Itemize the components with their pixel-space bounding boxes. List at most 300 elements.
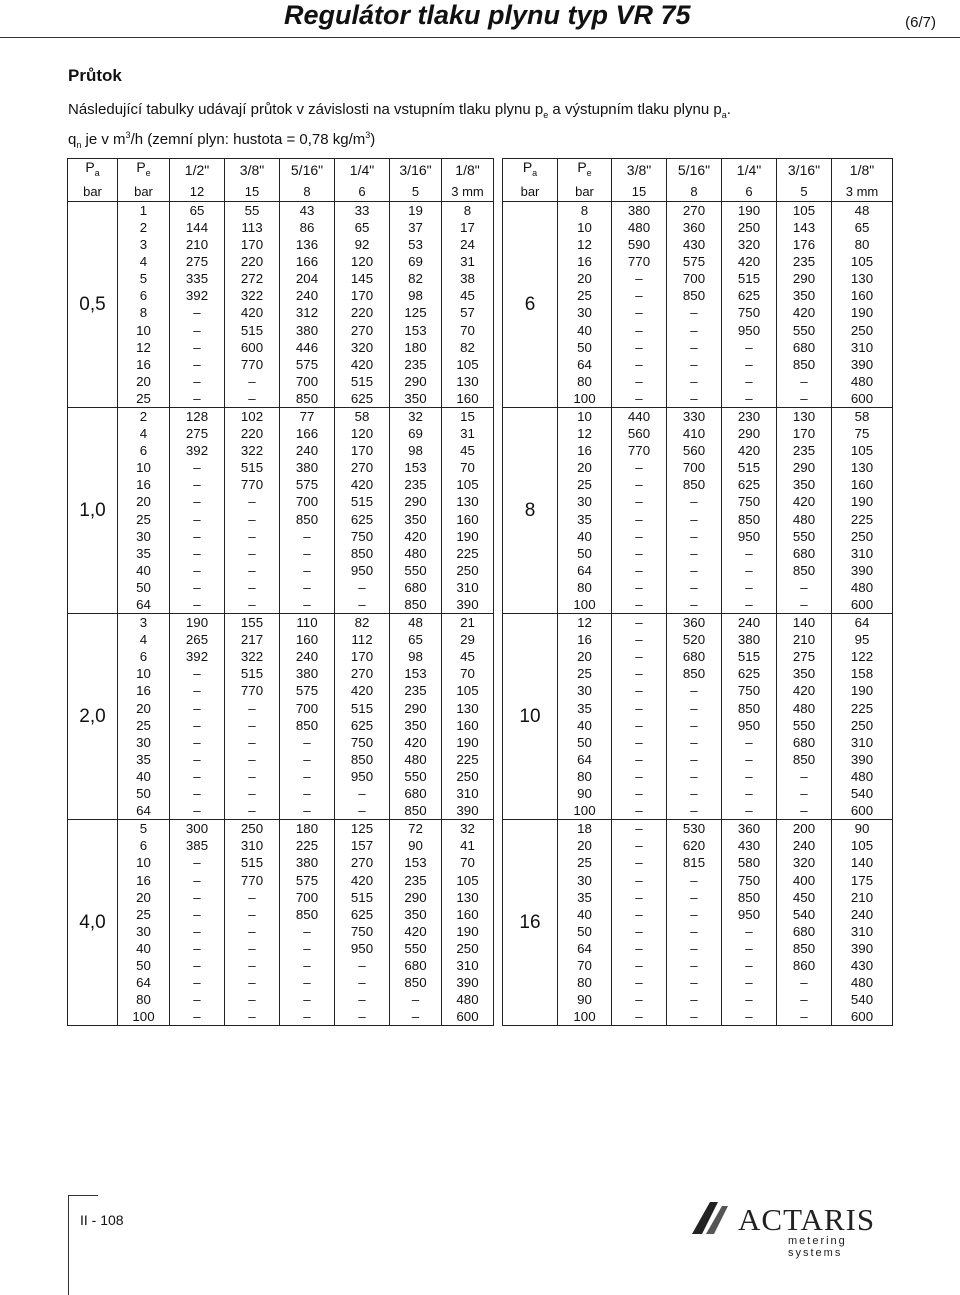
table-row bbox=[503, 1008, 893, 1026]
flow-value-cell: 750 bbox=[335, 923, 390, 940]
outlet-pressure-cell: 16 bbox=[558, 253, 612, 270]
flow-value-cell: 105 bbox=[442, 476, 494, 493]
page-header bbox=[0, 0, 960, 38]
flow-value-cell: 700 bbox=[667, 459, 722, 476]
outlet-pressure-cell: 2 bbox=[118, 407, 170, 425]
flow-value-cell: – bbox=[667, 889, 722, 906]
flow-value-cell: 390 bbox=[832, 562, 893, 579]
flow-value-cell: 550 bbox=[777, 321, 832, 338]
flow-value-cell: 480 bbox=[612, 219, 667, 236]
outlet-pressure-cell: 100 bbox=[558, 802, 612, 820]
table-row bbox=[503, 219, 893, 236]
flow-value-cell: 53 bbox=[390, 236, 442, 253]
flow-value-cell: – bbox=[335, 785, 390, 802]
flow-value-cell: 180 bbox=[390, 339, 442, 356]
flow-value-cell: – bbox=[667, 974, 722, 991]
table-row bbox=[503, 785, 893, 802]
flow-value-cell: – bbox=[170, 373, 225, 390]
table-row bbox=[68, 906, 494, 923]
flow-value-cell: 850 bbox=[280, 906, 335, 923]
flow-value-cell: 680 bbox=[777, 734, 832, 751]
outlet-pressure-cell: 40 bbox=[118, 562, 170, 579]
flow-value-cell: – bbox=[777, 991, 832, 1008]
outlet-pressure-cell: 30 bbox=[558, 304, 612, 321]
flow-value-cell: 170 bbox=[335, 287, 390, 304]
outlet-pressure-cell: 35 bbox=[558, 510, 612, 527]
table-row bbox=[503, 287, 893, 304]
flow-value-cell: 113 bbox=[225, 219, 280, 236]
table-row bbox=[503, 631, 893, 648]
flow-value-cell: 380 bbox=[612, 201, 667, 219]
flow-value-cell: 102 bbox=[225, 407, 280, 425]
section-heading: Průtok bbox=[68, 66, 122, 85]
flow-value-cell: 69 bbox=[390, 425, 442, 442]
flow-value-cell: 590 bbox=[612, 236, 667, 253]
flow-value-cell: 217 bbox=[225, 631, 280, 648]
flow-value-cell: – bbox=[390, 991, 442, 1008]
page-reference: II - 108 bbox=[80, 1212, 124, 1228]
flow-value-cell: – bbox=[225, 1008, 280, 1026]
flow-value-cell: – bbox=[335, 579, 390, 596]
flow-value-cell: 290 bbox=[390, 373, 442, 390]
table-row bbox=[503, 562, 893, 579]
flow-value-cell: 380 bbox=[280, 665, 335, 682]
flow-value-cell: – bbox=[225, 802, 280, 820]
flow-value-cell: 155 bbox=[225, 614, 280, 632]
flow-value-cell: – bbox=[612, 820, 667, 838]
flow-value-cell: 430 bbox=[667, 236, 722, 253]
nozzle-size-header: 5/16" bbox=[280, 159, 335, 182]
flow-value-cell: – bbox=[170, 785, 225, 802]
outlet-pressure-cell: 6 bbox=[118, 837, 170, 854]
flow-value-cell: 55 bbox=[225, 201, 280, 219]
outlet-pressure-cell: 8 bbox=[118, 304, 170, 321]
flow-value-cell: – bbox=[667, 493, 722, 510]
flow-value-cell: – bbox=[225, 717, 280, 734]
flow-value-cell: 420 bbox=[390, 734, 442, 751]
flow-value-cell: 950 bbox=[722, 906, 777, 923]
flow-value-cell: 92 bbox=[335, 236, 390, 253]
flow-value-cell: 390 bbox=[832, 940, 893, 957]
flow-value-cell: – bbox=[667, 1008, 722, 1026]
flow-value-cell: 105 bbox=[442, 871, 494, 888]
outlet-pressure-cell: 25 bbox=[118, 906, 170, 923]
flow-value-cell: – bbox=[335, 974, 390, 991]
header-rule bbox=[0, 37, 960, 38]
flow-value-cell: 210 bbox=[777, 631, 832, 648]
flow-value-cell: – bbox=[667, 579, 722, 596]
outlet-pressure-cell: 50 bbox=[118, 957, 170, 974]
outlet-pressure-cell: 16 bbox=[558, 631, 612, 648]
pe-unit: bar bbox=[558, 182, 612, 202]
outlet-pressure-cell: 4 bbox=[118, 631, 170, 648]
flow-value-cell: – bbox=[667, 304, 722, 321]
inlet-pressure-cell: 1,0 bbox=[68, 407, 118, 613]
flow-value-cell: 420 bbox=[777, 493, 832, 510]
flow-value-cell: 230 bbox=[722, 407, 777, 425]
flow-value-cell: 515 bbox=[225, 321, 280, 338]
flow-value-cell: 310 bbox=[442, 579, 494, 596]
flow-value-cell: 275 bbox=[170, 253, 225, 270]
flow-value-cell: 130 bbox=[442, 373, 494, 390]
flow-value-cell: 550 bbox=[777, 528, 832, 545]
flow-value-cell: – bbox=[170, 476, 225, 493]
flow-value-cell: 176 bbox=[777, 236, 832, 253]
flow-value-cell: 166 bbox=[280, 425, 335, 442]
flow-value-cell: 575 bbox=[280, 682, 335, 699]
table-row bbox=[68, 837, 494, 854]
table-row bbox=[68, 270, 494, 287]
flow-value-cell: – bbox=[335, 991, 390, 1008]
nozzle-size-header: 1/8" bbox=[832, 159, 893, 182]
flow-value-cell: 360 bbox=[722, 820, 777, 838]
flow-value-cell: – bbox=[722, 991, 777, 1008]
flow-value-cell: 15 bbox=[442, 407, 494, 425]
flow-value-cell: – bbox=[170, 991, 225, 1008]
flow-value-cell: 265 bbox=[170, 631, 225, 648]
flow-value-cell: 105 bbox=[832, 253, 893, 270]
table-row bbox=[68, 614, 494, 632]
flow-value-cell: – bbox=[170, 717, 225, 734]
table-row bbox=[503, 682, 893, 699]
flow-value-cell: – bbox=[612, 476, 667, 493]
outlet-pressure-cell: 50 bbox=[558, 734, 612, 751]
table-row bbox=[68, 991, 494, 1008]
flow-value-cell: 320 bbox=[777, 854, 832, 871]
flow-value-cell: 290 bbox=[390, 700, 442, 717]
flow-value-cell: – bbox=[667, 545, 722, 562]
table-row bbox=[68, 528, 494, 545]
flow-value-cell: 390 bbox=[442, 802, 494, 820]
flow-value-cell: – bbox=[612, 648, 667, 665]
flow-value-cell: 700 bbox=[280, 373, 335, 390]
outlet-pressure-cell: 25 bbox=[118, 510, 170, 527]
flow-value-cell: – bbox=[667, 356, 722, 373]
intro-line-1: Následující tabulky udávají průtok v závislosti na vstupním tlaku plynu $p_e$ a výstupním tlaku plynu $p_a$. bbox=[68, 101, 731, 120]
outlet-pressure-cell: 10 bbox=[118, 321, 170, 338]
flow-value-cell: – bbox=[225, 510, 280, 527]
flow-value-cell: 380 bbox=[280, 459, 335, 476]
flow-value-cell: – bbox=[667, 802, 722, 820]
flow-value-cell: – bbox=[667, 991, 722, 1008]
flow-value-cell: 80 bbox=[832, 236, 893, 253]
outlet-pressure-cell: 40 bbox=[558, 717, 612, 734]
flow-value-cell: 335 bbox=[170, 270, 225, 287]
flow-value-cell: 270 bbox=[335, 854, 390, 871]
flow-value-cell: 175 bbox=[832, 871, 893, 888]
flow-value-cell: 144 bbox=[170, 219, 225, 236]
flow-value-cell: 250 bbox=[225, 820, 280, 838]
flow-value-cell: – bbox=[612, 304, 667, 321]
flow-value-cell: 140 bbox=[777, 614, 832, 632]
flow-value-cell: 625 bbox=[722, 476, 777, 493]
table-row bbox=[68, 201, 494, 219]
flow-value-cell: 270 bbox=[335, 459, 390, 476]
flow-value-cell: 350 bbox=[390, 717, 442, 734]
flow-value-cell: 520 bbox=[667, 631, 722, 648]
table-row bbox=[503, 442, 893, 459]
flow-value-cell: 32 bbox=[390, 407, 442, 425]
flow-value-cell: 850 bbox=[390, 596, 442, 614]
outlet-pressure-cell: 64 bbox=[118, 802, 170, 820]
flow-value-cell: – bbox=[280, 528, 335, 545]
flow-value-cell: – bbox=[280, 940, 335, 957]
table-row bbox=[503, 493, 893, 510]
flow-value-cell: 105 bbox=[777, 201, 832, 219]
outlet-pressure-cell: 40 bbox=[558, 906, 612, 923]
flow-value-cell: 130 bbox=[832, 270, 893, 287]
flow-value-cell: 360 bbox=[667, 614, 722, 632]
flow-value-cell: 310 bbox=[225, 837, 280, 854]
table-row bbox=[503, 236, 893, 253]
flow-value-cell: 330 bbox=[667, 407, 722, 425]
outlet-pressure-cell: 6 bbox=[118, 442, 170, 459]
flow-value-cell: – bbox=[225, 493, 280, 510]
pa-unit: bar bbox=[503, 182, 558, 202]
flow-value-cell: 33 bbox=[335, 201, 390, 219]
flow-value-cell: 860 bbox=[777, 957, 832, 974]
nozzle-diameter: 15 bbox=[612, 182, 667, 202]
outlet-pressure-cell: 35 bbox=[118, 545, 170, 562]
flow-value-cell: 190 bbox=[832, 682, 893, 699]
table-row bbox=[503, 304, 893, 321]
flow-value-cell: 515 bbox=[225, 459, 280, 476]
outlet-pressure-cell: 25 bbox=[118, 717, 170, 734]
flow-value-cell: – bbox=[722, 390, 777, 408]
flow-value-cell: – bbox=[170, 923, 225, 940]
table-row bbox=[68, 287, 494, 304]
table-row bbox=[68, 682, 494, 699]
flow-value-cell: 575 bbox=[280, 871, 335, 888]
table-row bbox=[503, 425, 893, 442]
flow-value-cell: 190 bbox=[722, 201, 777, 219]
outlet-pressure-cell: 50 bbox=[558, 339, 612, 356]
flow-value-cell: – bbox=[280, 562, 335, 579]
outlet-pressure-cell: 30 bbox=[558, 682, 612, 699]
flow-value-cell: 122 bbox=[832, 648, 893, 665]
flow-table-right bbox=[502, 158, 893, 1026]
outlet-pressure-cell: 10 bbox=[118, 459, 170, 476]
table-row bbox=[68, 734, 494, 751]
outlet-pressure-cell: 30 bbox=[118, 734, 170, 751]
flow-value-cell: 600 bbox=[442, 1008, 494, 1026]
flow-value-cell: – bbox=[612, 665, 667, 682]
flow-value-cell: – bbox=[225, 528, 280, 545]
flow-value-cell: – bbox=[612, 768, 667, 785]
flow-value-cell: 235 bbox=[390, 871, 442, 888]
flow-value-cell: 350 bbox=[390, 390, 442, 408]
flow-value-cell: 70 bbox=[442, 321, 494, 338]
flow-value-cell: – bbox=[722, 974, 777, 991]
flow-value-cell: – bbox=[612, 270, 667, 287]
flow-value-cell: 45 bbox=[442, 648, 494, 665]
flow-value-cell: – bbox=[612, 493, 667, 510]
flow-value-cell: 29 bbox=[442, 631, 494, 648]
outlet-pressure-cell: 64 bbox=[558, 940, 612, 957]
flow-value-cell: 65 bbox=[170, 201, 225, 219]
flow-value-cell: 625 bbox=[335, 717, 390, 734]
outlet-pressure-cell: 20 bbox=[558, 270, 612, 287]
flow-value-cell: – bbox=[280, 596, 335, 614]
table-row bbox=[68, 476, 494, 493]
flow-value-cell: 515 bbox=[225, 854, 280, 871]
flow-value-cell: 390 bbox=[832, 356, 893, 373]
flow-value-cell: – bbox=[612, 700, 667, 717]
flow-value-cell: 290 bbox=[390, 493, 442, 510]
flow-value-cell: 850 bbox=[777, 940, 832, 957]
flow-value-cell: 312 bbox=[280, 304, 335, 321]
flow-value-cell: 17 bbox=[442, 219, 494, 236]
outlet-pressure-cell: 12 bbox=[558, 425, 612, 442]
flow-value-cell: – bbox=[612, 940, 667, 957]
flow-value-cell: 480 bbox=[777, 510, 832, 527]
outlet-pressure-cell: 90 bbox=[558, 785, 612, 802]
flow-value-cell: – bbox=[225, 940, 280, 957]
flow-value-cell: 210 bbox=[832, 889, 893, 906]
outlet-pressure-cell: 25 bbox=[558, 476, 612, 493]
flow-value-cell: – bbox=[225, 700, 280, 717]
flow-value-cell: 57 bbox=[442, 304, 494, 321]
flow-value-cell: 550 bbox=[777, 717, 832, 734]
flow-value-cell: – bbox=[612, 1008, 667, 1026]
flow-value-cell: 225 bbox=[442, 545, 494, 562]
table-row bbox=[68, 1008, 494, 1026]
outlet-pressure-cell: 16 bbox=[118, 871, 170, 888]
table-row bbox=[68, 785, 494, 802]
flow-value-cell: – bbox=[777, 579, 832, 596]
flow-value-cell: 65 bbox=[335, 219, 390, 236]
flow-value-cell: 125 bbox=[390, 304, 442, 321]
flow-value-cell: 850 bbox=[777, 356, 832, 373]
logo-wordmark: ACTARIS bbox=[738, 1202, 876, 1237]
flow-value-cell: 625 bbox=[335, 390, 390, 408]
inlet-pressure-cell: 6 bbox=[503, 201, 558, 407]
outlet-pressure-cell: 16 bbox=[118, 476, 170, 493]
flow-value-cell: 130 bbox=[832, 459, 893, 476]
table-row bbox=[503, 717, 893, 734]
flow-value-cell: – bbox=[170, 390, 225, 408]
flow-value-cell: 220 bbox=[225, 425, 280, 442]
table-row bbox=[68, 820, 494, 838]
flow-value-cell: 625 bbox=[722, 665, 777, 682]
nozzle-size-header: 3/16" bbox=[777, 159, 832, 182]
table-row bbox=[68, 545, 494, 562]
table-row bbox=[503, 356, 893, 373]
outlet-pressure-cell: 20 bbox=[558, 837, 612, 854]
flow-value-cell: – bbox=[612, 562, 667, 579]
flow-value-cell: – bbox=[280, 785, 335, 802]
table-row bbox=[68, 459, 494, 476]
outlet-pressure-cell: 25 bbox=[558, 665, 612, 682]
table-row bbox=[68, 579, 494, 596]
flow-value-cell: – bbox=[280, 957, 335, 974]
flow-value-cell: 320 bbox=[722, 236, 777, 253]
flow-value-cell: 250 bbox=[832, 528, 893, 545]
flow-value-cell: – bbox=[170, 957, 225, 974]
table-row bbox=[503, 906, 893, 923]
flow-value-cell: 750 bbox=[722, 682, 777, 699]
flow-value-cell: – bbox=[170, 562, 225, 579]
flow-value-cell: 300 bbox=[170, 820, 225, 838]
flow-value-cell: – bbox=[225, 596, 280, 614]
outlet-pressure-cell: 20 bbox=[118, 889, 170, 906]
outlet-pressure-cell: 80 bbox=[558, 974, 612, 991]
outlet-pressure-cell: 5 bbox=[118, 270, 170, 287]
flow-value-cell: – bbox=[225, 751, 280, 768]
outlet-pressure-cell: 35 bbox=[558, 889, 612, 906]
flow-value-cell: 220 bbox=[335, 304, 390, 321]
flow-value-cell: 392 bbox=[170, 648, 225, 665]
flow-value-cell: 235 bbox=[390, 356, 442, 373]
flow-value-cell: 90 bbox=[390, 837, 442, 854]
flow-value-cell: 515 bbox=[335, 700, 390, 717]
table-row bbox=[68, 974, 494, 991]
table-row bbox=[68, 596, 494, 614]
flow-value-cell: – bbox=[225, 991, 280, 1008]
table-row bbox=[503, 201, 893, 219]
flow-value-cell: 180 bbox=[280, 820, 335, 838]
flow-value-cell: 360 bbox=[667, 219, 722, 236]
flow-value-cell: 680 bbox=[667, 648, 722, 665]
flow-value-cell: 560 bbox=[612, 425, 667, 442]
flow-value-cell: 170 bbox=[335, 648, 390, 665]
outlet-pressure-cell: 30 bbox=[558, 493, 612, 510]
table-row bbox=[68, 321, 494, 338]
flow-value-cell: – bbox=[170, 854, 225, 871]
flow-value-cell: 235 bbox=[390, 682, 442, 699]
flow-value-cell: 310 bbox=[442, 957, 494, 974]
flow-value-cell: – bbox=[667, 751, 722, 768]
nozzle-diameter: 6 bbox=[335, 182, 390, 202]
flow-value-cell: 350 bbox=[390, 510, 442, 527]
nozzle-size-header: 1/4" bbox=[335, 159, 390, 182]
flow-value-cell: 38 bbox=[442, 270, 494, 287]
flow-value-cell: 110 bbox=[280, 614, 335, 632]
outlet-pressure-cell: 30 bbox=[118, 923, 170, 940]
flow-value-cell: 575 bbox=[280, 356, 335, 373]
flow-value-cell: – bbox=[170, 940, 225, 957]
flow-value-cell: – bbox=[335, 957, 390, 974]
flow-value-cell: 166 bbox=[280, 253, 335, 270]
flow-value-cell: – bbox=[667, 321, 722, 338]
flow-value-cell: – bbox=[612, 631, 667, 648]
flow-value-cell: 515 bbox=[722, 459, 777, 476]
flow-value-cell: 320 bbox=[335, 339, 390, 356]
flow-value-cell: 450 bbox=[777, 889, 832, 906]
pa-header: $P_a$ bbox=[503, 159, 558, 182]
flow-value-cell: – bbox=[170, 802, 225, 820]
flow-value-cell: 680 bbox=[777, 545, 832, 562]
flow-value-cell: 420 bbox=[335, 871, 390, 888]
flow-value-cell: 31 bbox=[442, 253, 494, 270]
table-row bbox=[503, 991, 893, 1008]
flow-value-cell: – bbox=[170, 304, 225, 321]
flow-value-cell: 70 bbox=[442, 459, 494, 476]
flow-value-cell: 700 bbox=[280, 700, 335, 717]
flow-value-cell: – bbox=[722, 734, 777, 751]
flow-value-cell: 77 bbox=[280, 407, 335, 425]
flow-value-cell: 600 bbox=[832, 1008, 893, 1026]
flow-value-cell: – bbox=[667, 528, 722, 545]
flow-value-cell: 420 bbox=[335, 356, 390, 373]
page-number: (6/7) bbox=[905, 14, 936, 31]
table-row bbox=[503, 253, 893, 270]
outlet-pressure-cell: 64 bbox=[118, 974, 170, 991]
outlet-pressure-cell: 64 bbox=[558, 751, 612, 768]
flow-value-cell: – bbox=[612, 837, 667, 854]
table-row bbox=[503, 820, 893, 838]
flow-value-cell: 390 bbox=[442, 974, 494, 991]
